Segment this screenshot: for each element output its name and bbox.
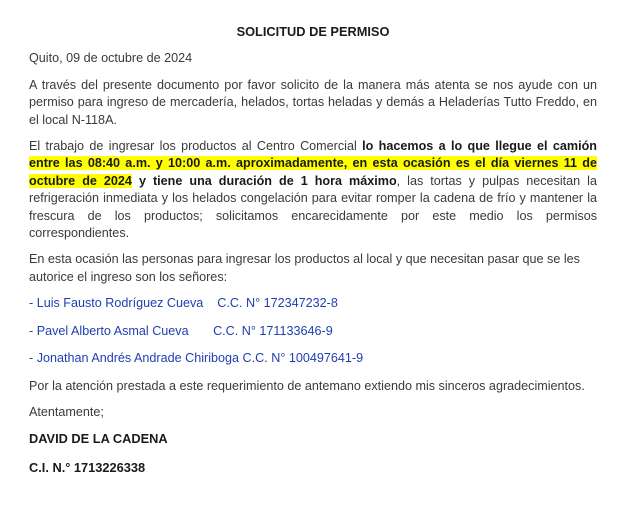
schedule-paragraph [29,138,597,242]
signer-id: C.I. N.° 1713226338 [29,459,146,475]
person-item: - Pavel Alberto Asmal Cueva C.C. N° 171133646-9 [29,323,333,338]
closing-line: Atentamente; [29,404,104,419]
person-item: - Jonathan Andrés Andrade Chiriboga C.C. N° 100497641-9 [29,351,364,366]
document-title: SOLICITUD DE PERMISO [236,24,390,39]
truck-arrival-bold: lo hacemos a lo que llegue el camión [362,139,597,154]
schedule-highlight: entre las 08:40 a.m. y 10:00 a.m. aproximadamente, en esta ocasión es el día viernes 11 de octubre de 2024 [29,156,597,188]
intro-paragraph: A través del presente documento por favor solicito de la manera más atenta se nos ayude con un permiso para ingreso de mercadería, helados, tortas heladas y demás a Heladerías Tutto Freddo, en el local N-118A. [29,77,597,127]
schedule-text-end: , las tortas y pulpas necesitan la refrigeración inmediata y los helados congelación para evitar romper la cadena de frío y mantener la frescura de los productos; solicitamos encarecidamente por este medio los permisos correspondientes. [29,173,597,241]
authorized-people-intro: En esta ocasión las personas para ingresar los productos al local y que necesitan pasar que se les autorice el ingreso son los señores: [29,252,580,284]
person-item: - Luis Fausto Rodríguez Cueva C.C. N° 172347232-8 [29,296,338,311]
date-line: Quito, 09 de octubre de 2024 [29,51,193,66]
signer-name: DAVID DE LA CADENA [29,431,168,447]
thanks-paragraph: Por la atención prestada a este requerimiento de antemano extiendo mis sinceros agradecimientos. [29,378,585,393]
schedule-text-start: El trabajo de ingresar los productos al Centro Comercial [29,139,363,154]
duration-bold: y tiene una duración de 1 hora máximo [131,173,397,188]
